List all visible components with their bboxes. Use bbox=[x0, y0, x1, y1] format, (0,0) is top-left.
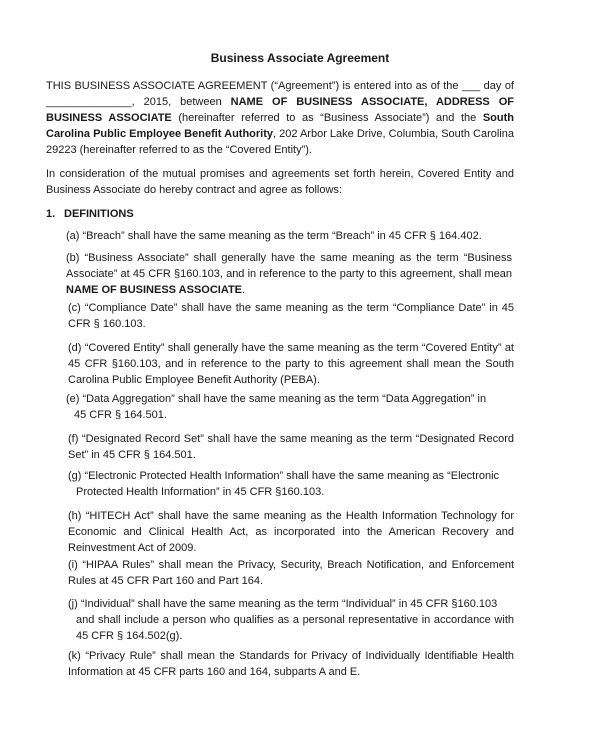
definition-j-line-1: (j) “Individual” shall have the same meaning as the term “Individual” in 45 CFR §160.103 bbox=[68, 598, 498, 610]
definition-designated-record-set: (f) “Designated Record Set” shall have the same meaning as the term “Designated Record Set” in 45 CFR § 164.501. bbox=[68, 433, 514, 461]
definition-data-aggregation bbox=[66, 391, 512, 423]
intro-text-1: THIS BUSINESS ASSOCIATE AGREEMENT (“Agreement”) is entered into as of the ___ day of ______________, 2015, between bbox=[46, 80, 514, 108]
definition-business-associate bbox=[66, 250, 512, 298]
business-associate-name: NAME OF BUSINESS ASSOCIATE, ADDRESS OF BUSINESS ASSOCIATE bbox=[46, 96, 514, 124]
definition-hitech-act: (h) “HITECH Act” shall have the same meaning as the Health Information Technology for Economic and Clinical Health Act, as incorporated into the American Recovery and Reinvestment Act of 2009. bbox=[68, 510, 514, 554]
section-title: DEFINITIONS bbox=[64, 208, 134, 220]
intro-paragraph bbox=[46, 78, 514, 158]
covered-entity-name: South Carolina Public Employee Benefit Authority bbox=[46, 112, 514, 140]
definition-e-line-2: 45 CFR § 164.501. bbox=[74, 409, 167, 421]
definition-ephi bbox=[68, 468, 514, 500]
definition-b-name: NAME OF BUSINESS ASSOCIATE bbox=[66, 284, 243, 296]
section-number: 1. bbox=[46, 208, 56, 220]
definition-b-end: . bbox=[242, 284, 246, 296]
definition-privacy-rule: (k) “Privacy Rule” shall mean the Standards for Privacy of Individually Identifiable Health Information at 45 CFR parts 160 and 164, subparts A and E. bbox=[68, 650, 514, 678]
definition-j-line-2: and shall include a person who qualifies as a personal representative in accordance with 45 CFR § 164.502(g). bbox=[76, 614, 514, 642]
definition-hipaa-rules: (i) “HIPAA Rules” shall mean the Privacy, Security, Breach Notification, and Enforcement Rules at 45 CFR Part 160 and Part 164. bbox=[68, 559, 514, 587]
definition-compliance-date: (c) “Compliance Date” shall have the same meaning as the term “Compliance Date” in 45 CFR § 160.103. bbox=[68, 302, 514, 330]
definition-e-line-1: (e) “Data Aggregation” shall have the same meaning as the term “Data Aggregation” in bbox=[66, 393, 487, 405]
consideration-paragraph: In consideration of the mutual promises and agreements set forth herein, Covered Entity and Business Associate do hereby contract and agree as follows: bbox=[46, 168, 514, 196]
definition-covered-entity: (d) “Covered Entity” shall generally have the same meaning as the term “Covered Entity” at 45 CFR §160.103, and in reference to the party to this agreement shall mean the South Carolina Public Employee Benefit Authority (PEBA). bbox=[68, 342, 514, 386]
intro-text-2: (hereinafter referred to as “Business Associate”) and the bbox=[171, 112, 483, 124]
definition-breach: (a) “Breach” shall have the same meaning as the term “Breach” in 45 CFR § 164.402. bbox=[66, 230, 482, 242]
intro-text-3: , 202 Arbor Lake Drive, Columbia, South Carolina 29223 (hereinafter referred to as the “Covered Entity”). bbox=[46, 128, 514, 156]
definition-g-line-1: (g) “Electronic Protected Health Information” shall have the same meaning as “Electronic bbox=[68, 470, 500, 482]
document-title: Business Associate Agreement bbox=[210, 51, 390, 65]
definition-g-line-2: Protected Health Information” in 45 CFR §160.103. bbox=[76, 486, 325, 498]
definition-b-text: (b) “Business Associate” shall generally have the same meaning as the term “Business Associate” at 45 CFR §160.103, and in reference to the party to this agreement, shall mean bbox=[66, 252, 512, 280]
definition-individual bbox=[68, 596, 514, 644]
section-heading bbox=[46, 206, 134, 222]
